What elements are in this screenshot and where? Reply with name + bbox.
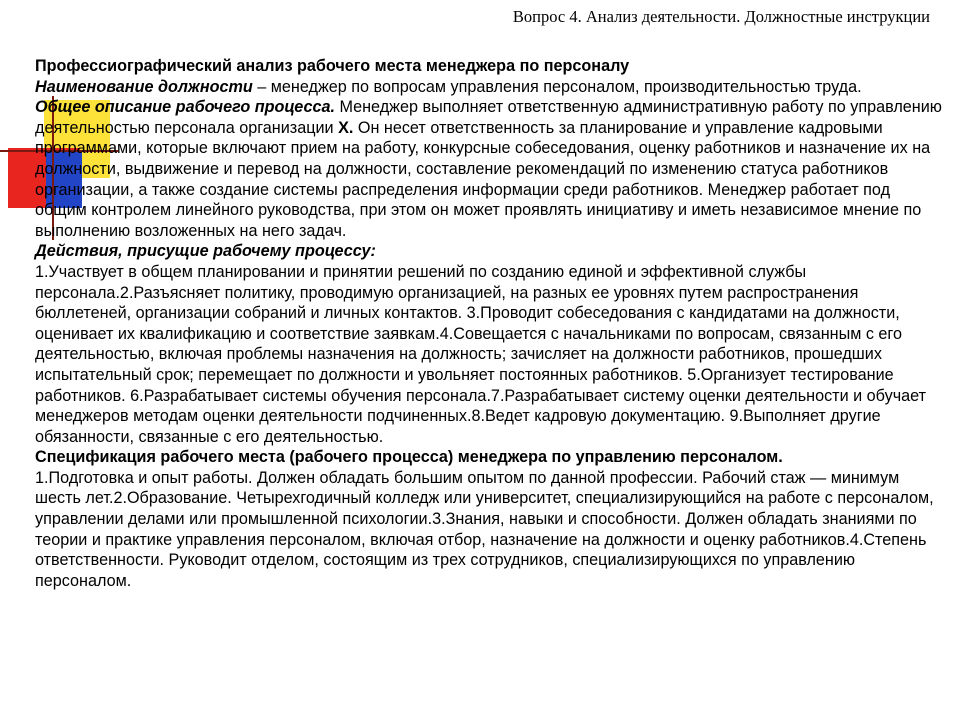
specification-label: Спецификация рабочего места (рабочего процесса) менеджера по управлению персоналом. <box>35 448 783 467</box>
general-description-label: Общее описание рабочего процесса. <box>35 98 335 117</box>
organization-name: X. <box>338 118 354 137</box>
position-paragraph <box>35 77 945 98</box>
slide-content <box>35 56 945 591</box>
position-label: Наименование должности <box>35 77 253 96</box>
slide-header: Вопрос 4. Анализ деятельности. Должностные инструкции <box>512 7 930 26</box>
content-title: Профессиографический анализ рабочего места менеджера по персоналу <box>35 57 630 75</box>
actions-label: Действия, присущие рабочему процессу: <box>35 242 376 261</box>
general-description-text-after: Он несет ответственность за планирование и управление кадровыми программами, которые включают прием на работу, конкурсные собеседования, оценку работников и назначение их на должности, выдвижение и перевод на должности, составление рекомендаций по изменению статуса работников организации, а также создание системы распределения информации среди работников. Менеджер работает под общим контролем линейного руководства, при этом он может проявлять инициативу и иметь независимое мнение по выполнению возложенных на него задач. <box>35 118 931 240</box>
position-text: – менеджер по вопросам управления персоналом, производительностью труда. <box>252 77 862 96</box>
general-description-paragraph <box>35 97 945 241</box>
general-description-text-before: Менеджер выполняет ответственную административную работу по управлению деятельностью персонала организации <box>35 98 942 137</box>
actions-text: 1.Участвует в общем планировании и принятии решений по созданию единой и эффективной службы персонала.2.Разъясняет политику, проводимую организацией, на разных ее уровнях путем распространения бюллетеней, организации собраний и личных контактов. 3.Проводит собеседования с кандидатами на должности, оценивает их квалификацию и соответствие заявкам.4.Совещается с начальниками по вопросам, связанным с его деятельностью, включая проблемы назначения на должность; зачисляет на должности работников, прошедших испытательный срок; перемещает по должности и увольняет постоянных работников. 5.Организует тестирование работников. 6.Разрабатывает системы обучения персонала.7.Разрабатывает систему оценки деятельности и обучает менеджеров методам оценки деятельности подчиненных.8.Ведет кадровую документацию. 9.Выполняет другие обязанности, связанные с его деятельностью. <box>35 262 927 446</box>
specification-text: 1.Подготовка и опыт работы. Должен обладать большим опытом по данной профессии. Рабочий стаж — минимум шесть лет.2.Образование. Четырехгодичный колледж или университет, специализирующийся на работе с персоналом, управлении делами или промышленной психологии.3.Знания, навыки и способности. Должен обладать знаниями по теории и практике управления персоналом, включая отбор, назначение на должности и оценку работников.4.Степень ответственности. Руководит отделом, состоящим из трех сотрудников, специализирующихся по управлению персоналом. <box>35 468 934 590</box>
